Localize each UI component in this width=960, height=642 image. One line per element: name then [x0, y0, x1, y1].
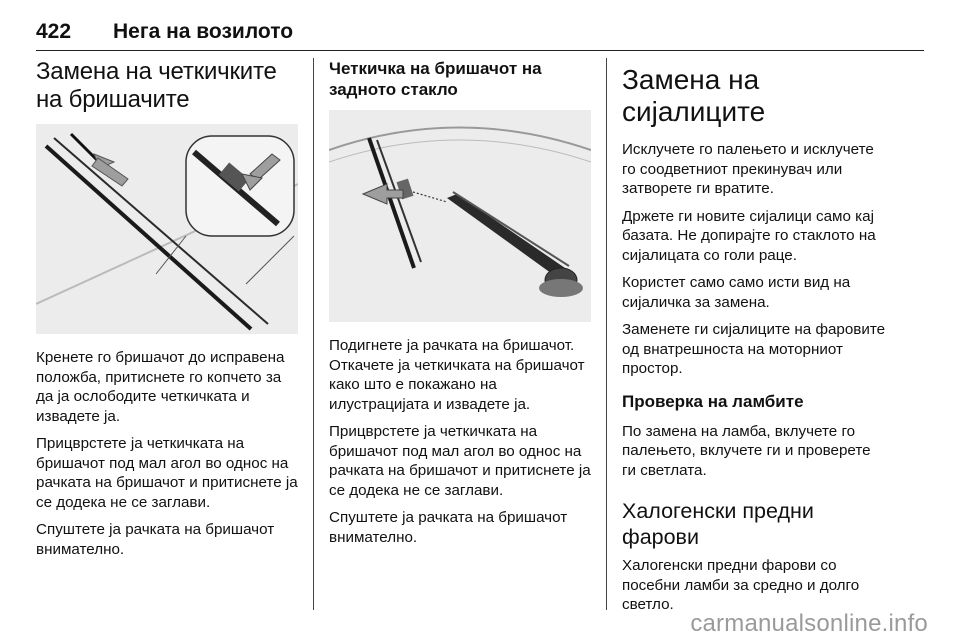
- watermark: carmanualsonline.info: [690, 610, 928, 637]
- paragraph: Користет само само исти вид на сијаличка за замена.: [622, 274, 851, 311]
- paragraph: Спуштете ја рачката на бришачот внимателно.: [329, 509, 568, 546]
- page-number: 422: [36, 20, 72, 43]
- paragraph: Заменете ги сијалиците на фаровите од внатрешноста на моторниот простор.: [622, 321, 886, 377]
- section-heading-rear-wiper: Четкичка на бришачот на задното стакло: [329, 59, 542, 99]
- column-2: [329, 58, 591, 555]
- column-1: [36, 58, 298, 567]
- paragraph: Спуштете ја рачката на бришачот внимателно.: [36, 521, 275, 558]
- section-heading-halogen-headlights: Халогенски предни фарови: [622, 499, 814, 549]
- paragraph: Исклучете го палењето и исклучете го соодветниот прекинувач или затворете ги вратите.: [622, 141, 874, 197]
- rear-wiper-illustration: [329, 110, 591, 322]
- paragraph: Халогенски предни фарови со посебни ламби за средно и долго светло.: [622, 557, 860, 613]
- chapter-title: Нега на возилото: [113, 20, 294, 43]
- paragraph: Држете ги новите сијалици само кај базата. Не допирајте го стаклото на сијалицата со голи раце.: [622, 207, 876, 264]
- subheading-lamp-check: Проверка на ламбите: [622, 391, 804, 411]
- paragraph: Прицврстете ја четкичката на бришачот под мал агол во однос на рачката на бришачот и притиснете ја се додека не се заглави.: [329, 423, 591, 499]
- paragraph: Кренете го бришачот до исправена положба, притиснете го копчето за да ја ослободите четкичката и извадете ја.: [36, 349, 285, 425]
- section-heading-bulb-replacement: Замена на сијалиците: [622, 64, 766, 127]
- wiper-blade-figure: [36, 124, 298, 334]
- wiper-blade-removal-illustration: [36, 124, 298, 334]
- page-header: [36, 14, 924, 51]
- paragraph: Подигнете ја рачката на бришачот. Откачете ја четкичката на бришачот како што е покажано на илустрацијата и извадете ја.: [329, 337, 585, 413]
- paragraph: По замена на ламба, вклучете го палењето, вклучете ги и проверете ги светлата.: [622, 422, 871, 479]
- column-divider: [313, 58, 314, 610]
- column-divider: [606, 58, 607, 610]
- section-heading-wiper-blades: Замена на четкичките на бришачите: [36, 58, 277, 113]
- column-3: [622, 58, 888, 623]
- paragraph: Прицврстете ја четкичката на бришачот под мал агол во однос на рачката на бришачот и притиснете ја се додека не се заглави.: [36, 435, 298, 511]
- rear-wiper-figure: [329, 110, 591, 322]
